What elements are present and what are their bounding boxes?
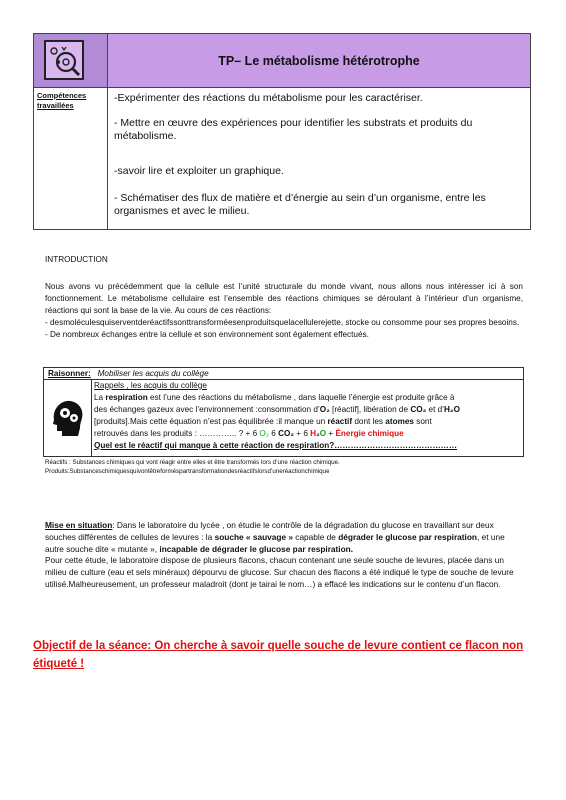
rappels-title: Rappels , les acquis du collège <box>94 381 207 390</box>
title-cell <box>108 34 530 88</box>
mise-en-situation <box>45 520 517 591</box>
definitions <box>45 458 525 476</box>
header-table <box>33 33 531 230</box>
reasoning-text <box>94 380 519 452</box>
competence-item: -Expérimenter des réactions du métabolisme pour les caractériser. <box>114 92 423 104</box>
reasoning-label: Raisonner: <box>48 369 91 378</box>
intro-heading: INTRODUCTION <box>45 255 108 264</box>
competence-item: - Mettre en œuvre des expériences pour identifier les substrats et produits du métabolisme. <box>114 117 473 142</box>
icon-cell <box>44 380 92 456</box>
intro-bullet: - desmoléculesquiserventderéactifssonttransforméesenproduitsquelacellulerejette, stocke ou consomme pour ses propres besoins. <box>45 318 520 327</box>
reasoning-line: des échanges gazeux avec l’environnement :consommation d’O₂ [réactif], libération de CO₂ et d’H₂O <box>94 405 460 414</box>
microbe-magnifier-icon <box>44 40 84 80</box>
reasoning-box <box>43 367 524 457</box>
intro-bullet: - De nombreux échanges entre la cellule et son environnement sont également effectués. <box>45 330 369 339</box>
respiration-equation: retrouvés dans les produits : ………….. ? + 6 O₂ 6 CO₂ + 6 H₂O + Énergie chimique <box>94 429 404 438</box>
reasoning-line: [produits].Mais cette équation n’est pas équilibrée :il manque un réactif dont les atomes sont <box>94 417 432 426</box>
mise-paragraph-1: Mise en situation: Dans le laboratoire du lycée , on étudie le contrôle de la dégradation du glucose en travaillant sur deux souches différentes de cellules de levures : la souche « sauvage » capable de dégrader le glucose par respiration, et une autre souche dite « mutante », incapable de dégrader le glucose par respiration. <box>45 520 505 554</box>
page-title: TP– Le métabolisme hétérotrophe <box>218 53 420 68</box>
reactifs-definition: Réactifs : Substances chimiques qui vont réagir entre elles et être transformés lors d’une réaction chimique. <box>45 459 340 466</box>
intro-paragraph: Nous avons vu précédemment que la cellule est l’unité structurale du monde vivant, nous allons nous intéresser ici à son fonctionnement. Le métabolisme cellulaire est l’ensemble des réactions chimiques se déroulant à l’intérieur d’un organisme, réactions qui sont la base de la vie. Au cours de ces réactions: <box>45 282 523 315</box>
competence-item: - Schématiser des flux de matière et d’énergie au sein d’un organisme, entre les organismes et avec le milieu. <box>114 192 486 217</box>
session-objective: Objectif de la séance: On cherche à savoir quelle souche de levure contient ce flacon non étiqueté ! <box>33 640 524 670</box>
reasoning-line: La respiration est l’une des réactions du métabolisme , dans laquelle l’énergie est produite grâce à <box>94 393 455 402</box>
reasoning-question: Quel est le réactif qui manque à cette réaction de respiration?……………………………………… <box>94 441 458 450</box>
mise-paragraph-2: Pour cette étude, le laboratoire dispose de plusieurs flacons, chacun contenant une seule souche de levures, placée dans un milieu de culture (eau et sels minéraux) dépourvu de glucose. Sur chacun des flacons a été indiqué le type de souche de levure utilisé.Malheureusement, un professeur maladroit (dont je tairai le nom…) a effacé les indications sur le contenu d’un flacon. <box>45 555 514 589</box>
logo-cell <box>34 34 108 88</box>
reasoning-title <box>44 368 523 380</box>
produits-definition: Produits:Substanceschimiquesquivontêtreforméspartransformationdesréactifslorsd’uneréactionchimique <box>45 468 330 475</box>
intro-text <box>45 281 523 341</box>
reasoning-sublabel: Mobiliser les acquis du collège <box>97 369 209 378</box>
competence-item: -savoir lire et exploiter un graphique. <box>114 165 284 177</box>
competences-list <box>108 88 530 229</box>
competences-label: Compétences travaillées <box>34 88 108 229</box>
head-gears-icon <box>50 398 86 438</box>
